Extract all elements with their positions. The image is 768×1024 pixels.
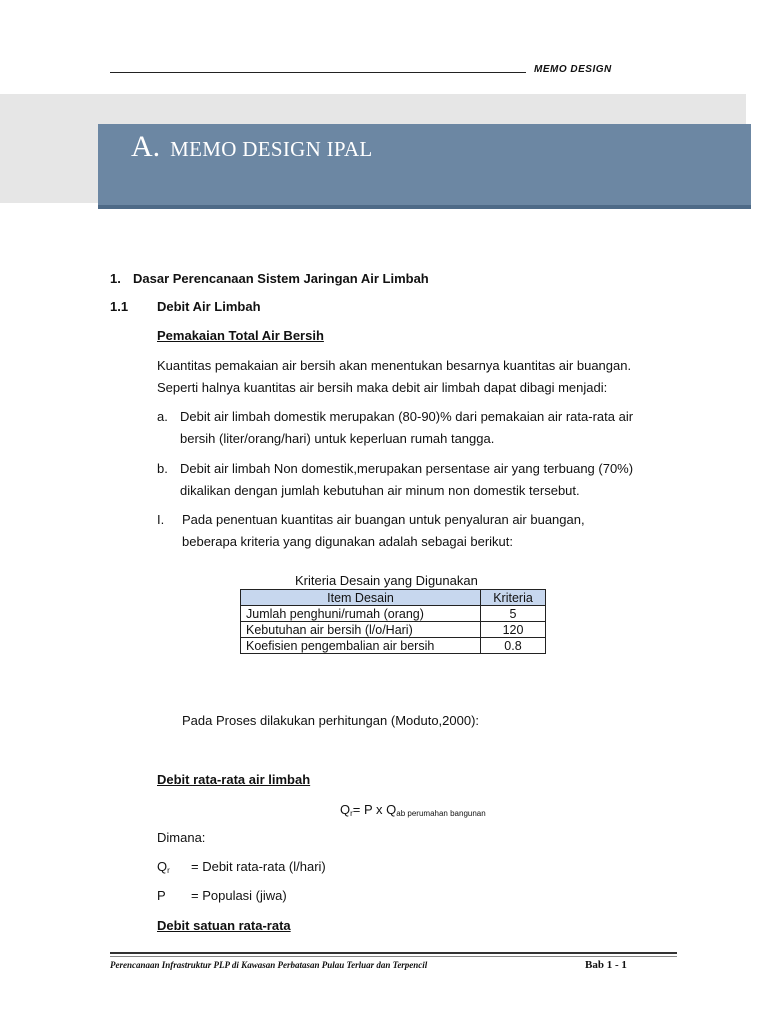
footer-document-title: Perencanaan Infrastruktur PLP di Kawasan Perbatasan Pulau Terluar dan Terpencil: [110, 960, 428, 970]
heading-debit-satuan: Debit satuan rata-rata: [157, 918, 291, 933]
list-item-text: bersih (liter/orang/hari) untuk keperluan rumah tangga.: [180, 431, 495, 446]
list-item-text: beberapa kriteria yang digunakan adalah sebagai berikut:: [182, 534, 514, 549]
definition-p: = Populasi (jiwa): [191, 888, 287, 903]
dimana-label: Dimana:: [157, 830, 206, 845]
formula-middle: = P x Q: [352, 802, 397, 817]
symbol-p: P: [157, 888, 166, 903]
criteria-table: [240, 589, 546, 654]
chapter-letter: A.: [131, 130, 161, 163]
table-row: [241, 622, 546, 638]
chapter-title: [131, 130, 373, 164]
subsection-title: Debit Air Limbah: [157, 299, 261, 314]
process-text: Pada Proses dilakukan perhitungan (Moduto,2000):: [182, 713, 480, 728]
footer-page-number: Bab 1 - 1: [585, 959, 627, 971]
heading-debit-rata-rata: Debit rata-rata air limbah: [157, 772, 311, 787]
list-item-text: Pada penentuan kuantitas air buangan untuk penyaluran air buangan,: [182, 512, 585, 527]
chapter-title-text: MEMO DESIGN IPAL: [170, 137, 373, 161]
formula: [340, 802, 486, 822]
paragraph-line: Kuantitas pemakaian air bersih akan menentukan besarnya kuantitas air buangan.: [157, 358, 632, 373]
list-marker: a.: [157, 409, 168, 424]
symbol-qr: [157, 859, 170, 879]
column-header: Item Desain: [241, 590, 481, 606]
section-title: Dasar Perencanaan Sistem Jaringan Air Limbah: [133, 271, 429, 286]
header-rule: [110, 72, 526, 73]
table-header-row: [241, 590, 546, 606]
section-number: 1.: [110, 271, 121, 286]
table-row: [241, 606, 546, 622]
table-cell: 120: [481, 622, 546, 638]
paragraph-line: Seperti halnya kuantitas air bersih maka debit air limbah dapat dibagi menjadi:: [157, 380, 608, 395]
symbol-qr-letter: Q: [157, 859, 168, 874]
definition-qr: = Debit rata-rata (l/hari): [191, 859, 326, 874]
list-item-text: Debit air limbah domestik merupakan (80-90)% dari pemakaian air rata-rata air: [180, 409, 634, 424]
table-row: [241, 638, 546, 654]
table-cell: 0.8: [481, 638, 546, 654]
list-item-text: Debit air limbah Non domestik,merupakan persentase air yang terbuang (70%): [180, 461, 634, 476]
footer-rule: [110, 952, 677, 954]
list-item-text: dikalikan dengan jumlah kebutuhan air minum non domestik tersebut.: [180, 483, 580, 498]
table-cell: Kebutuhan air bersih (l/o/Hari): [241, 622, 481, 638]
list-marker: I.: [157, 512, 165, 527]
banner-shadow: [98, 205, 751, 209]
formula-q-subscript: r: [350, 809, 353, 818]
formula-q: Q: [340, 802, 351, 817]
subsection-number: 1.1: [110, 299, 129, 314]
table-caption: Kriteria Desain yang Digunakan: [295, 573, 478, 588]
column-header: Kriteria: [481, 590, 546, 606]
table-cell: Koefisien pengembalian air bersih: [241, 638, 481, 654]
formula-subscript: ab perumahan bangunan: [396, 809, 486, 818]
table-cell: 5: [481, 606, 546, 622]
table-cell: Jumlah penghuni/rumah (orang): [241, 606, 481, 622]
list-marker: b.: [157, 461, 168, 476]
running-header: MEMO DESIGN: [534, 64, 612, 75]
footer-rule-thin: [110, 956, 677, 957]
heading-pemakaian: Pemakaian Total Air Bersih: [157, 328, 324, 343]
symbol-qr-subscript: r: [167, 866, 170, 875]
